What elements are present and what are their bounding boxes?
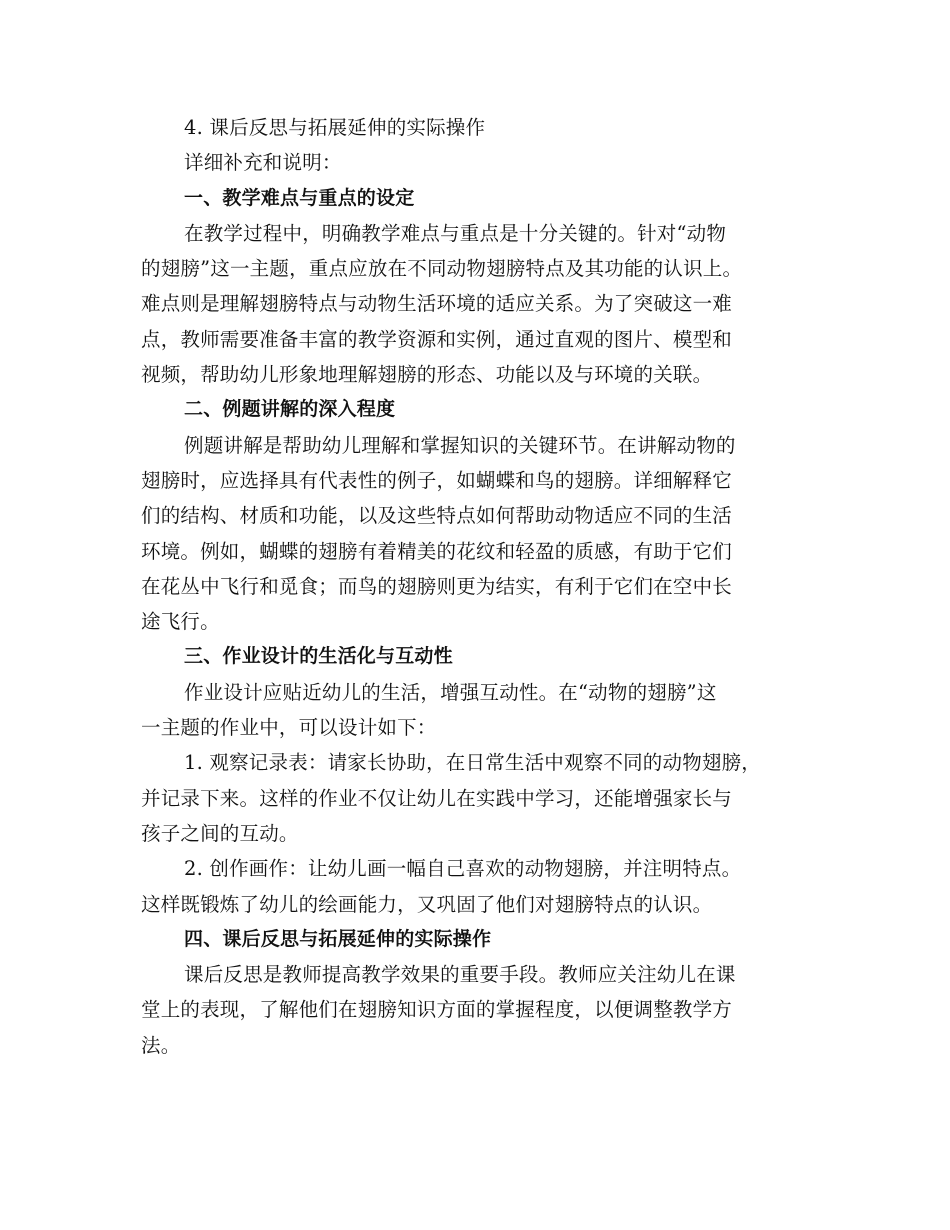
paragraph-line: 点，教师需要准备丰富的教学资源和实例，通过直观的图片、模型和 <box>141 327 733 351</box>
paragraph-line: 视频，帮助幼儿形象地理解翅膀的形态、功能以及与环境的关联。 <box>141 363 713 387</box>
paragraph-line: 翅膀时，应选择具有代表性的例子，如蝴蝶和鸟的翅膀。详细解释它 <box>141 468 733 492</box>
section-heading-3: 三、作业设计的生活化与互动性 <box>184 645 453 668</box>
paragraph-line: 堂上的表现，了解他们在翅膀知识方面的掌握程度，以便调整教学方 <box>141 998 733 1022</box>
paragraph-line: 法。 <box>141 1033 181 1057</box>
paragraph-line: 难点则是理解翅膀特点与动物生活环境的适应关系。为了突破这一难 <box>141 292 733 316</box>
list-item-line: 这样既锻炼了幼儿的绘画能力，又巩固了他们对翅膀特点的认识。 <box>141 892 713 916</box>
paragraph-line: 们的结构、材质和功能，以及这些特点如何帮助动物适应不同的生活 <box>141 504 733 528</box>
paragraph-line: 在教学过程中，明确教学难点与重点是十分关键的。针对“动物 <box>184 221 727 245</box>
paragraph-line: 作业设计应贴近幼儿的生活，增强互动性。在“动物的翅膀”这 <box>184 680 717 704</box>
list-item-line: 孩子之间的互动。 <box>141 821 299 845</box>
document-page <box>141 110 801 1063</box>
list-item-line: 2. 创作画作：让幼儿画一幅自己喜欢的动物翅膀，并注明特点。 <box>184 857 742 881</box>
section-3-paragraph <box>141 675 801 746</box>
intro-note: 详细补充和说明： <box>184 151 342 175</box>
paragraph-line: 在花丛中飞行和觅食；而鸟的翅膀则更为结实，有利于它们在空中长 <box>141 574 733 598</box>
list-item-2 <box>141 851 801 922</box>
section-heading-2: 二、例题讲解的深入程度 <box>184 398 396 421</box>
list-item-1 <box>141 745 801 851</box>
list-item-line: 1. 观察记录表：请家长协助，在日常生活中观察不同的动物翅膀， <box>184 751 762 775</box>
paragraph-line: 途飞行。 <box>141 610 220 634</box>
list-item-line: 并记录下来。这样的作业不仅让幼儿在实践中学习，还能增强家长与 <box>141 786 733 810</box>
paragraph-line: 例题讲解是帮助幼儿理解和掌握知识的关键环节。在讲解动物的 <box>184 433 736 457</box>
paragraph-line: 环境。例如，蝴蝶的翅膀有着精美的花纹和轻盈的质感，有助于它们 <box>141 539 733 563</box>
paragraph-line: 的翅膀”这一主题，重点应放在不同动物翅膀特点及其功能的认识上。 <box>141 257 743 281</box>
section-4-paragraph <box>141 957 801 1063</box>
section-1-paragraph <box>141 216 801 392</box>
intro-list-item: 4. 课后反思与拓展延伸的实际操作 <box>184 116 486 139</box>
paragraph-line: 课后反思是教师提高教学效果的重要手段。教师应关注幼儿在课 <box>184 963 736 987</box>
paragraph-line: 一主题的作业中，可以设计如下： <box>141 716 437 740</box>
section-heading-4: 四、课后反思与拓展延伸的实际操作 <box>184 927 492 950</box>
section-heading-1: 一、教学难点与重点的设定 <box>184 186 415 209</box>
section-2-paragraph <box>141 428 801 640</box>
